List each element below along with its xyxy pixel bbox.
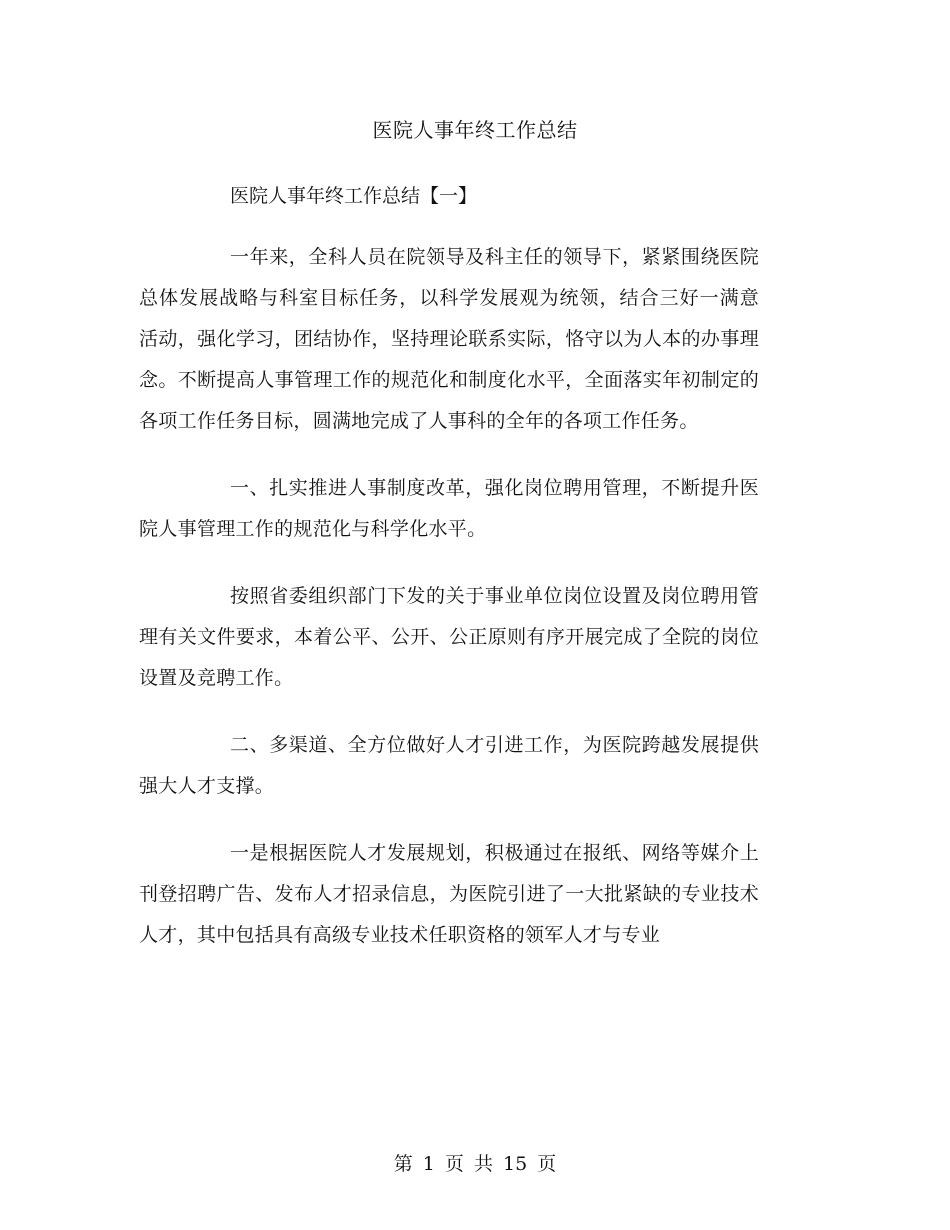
document-subtitle: 医院人事年终工作总结【一】 xyxy=(230,185,478,207)
paragraph-section-1-body: 按照省委组织部门下发的关于事业单位岗位设置及岗位聘用管理有关文件要求，本着公平、公开、公正原则有序开展完成了全院的岗位设置及竞聘工作。 xyxy=(139,585,759,689)
document-title: 医院人事年终工作总结 xyxy=(372,118,578,142)
paragraph-section-2-body: 一是根据医院人才发展规划，积极通过在报纸、网络等媒介上刊登招聘广告、发布人才招录信息，为医院引进了一大批紧缺的专业技术人才，其中包括具有高级专业技术任职资格的领军人才与专业 xyxy=(139,842,759,946)
page-number-footer: 第 1 页 共 15 页 xyxy=(393,1153,557,1175)
paragraph-section-2-heading: 二、多渠道、全方位做好人才引进工作，为医院跨越发展提供强大人才支撑。 xyxy=(139,734,759,797)
document-body xyxy=(139,237,759,982)
paragraph-intro: 一年来，全科人员在院领导及科主任的领导下，紧紧围绕医院总体发展战略与科室目标任务，以科学发展观为统领，结合三好一满意 活动，强化学习，团结协作，坚持理论联系实际，恪守以为人本的办事理念。不断提高人事管理工作的规范化和制度化水平，全面落实年初制定的各项工作任务目标，圆满地完成了人事科的全年的各项工作任务。 xyxy=(139,246,759,432)
paragraph-section-1-heading: 一、扎实推进人事制度改革，强化岗位聘用管理，不断提升医院人事管理工作的规范化与科学化水平。 xyxy=(139,477,759,540)
